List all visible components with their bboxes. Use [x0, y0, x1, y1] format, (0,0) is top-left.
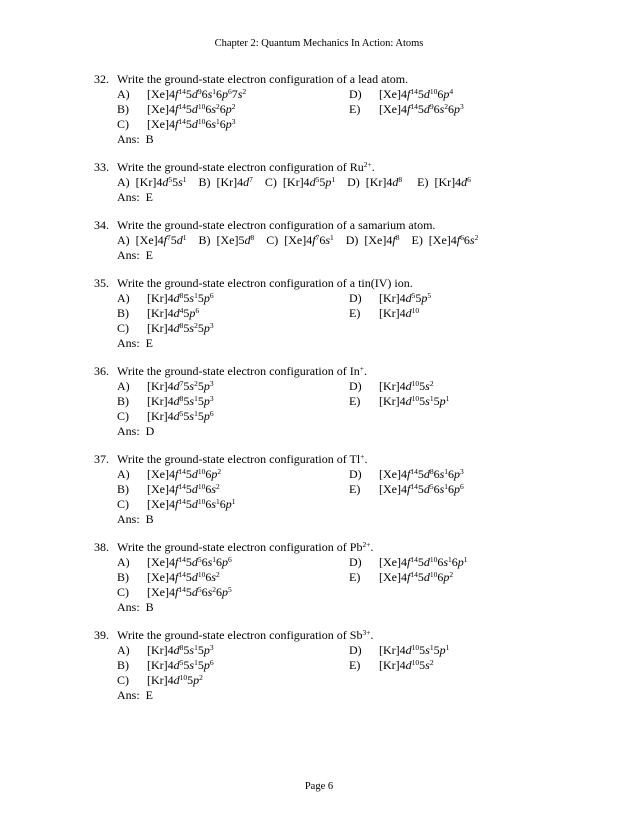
option-d — [349, 555, 468, 570]
option-letter: A) — [117, 643, 130, 657]
question-number: 34. — [94, 218, 109, 232]
option-row — [94, 379, 614, 394]
question-number: 33. — [94, 160, 109, 174]
answer-line: Ans: B — [117, 132, 154, 146]
option-c — [117, 321, 349, 336]
option-row — [94, 467, 614, 482]
option-row — [94, 643, 614, 658]
option-text: $[Xe]4f^{14}5d^{10}6p^2$ — [379, 570, 454, 584]
question-block — [94, 218, 614, 263]
answer-line: Ans: D — [117, 424, 155, 438]
page-footer: Page 6 — [304, 781, 334, 792]
option-text: $[Kr]4d^85s^15p^3$ — [147, 394, 214, 408]
question-line — [94, 540, 614, 555]
option-letter: E) — [349, 306, 361, 320]
answer-line: Ans: E — [117, 688, 153, 702]
question-text: Write the ground-state electron configuration of $Pb^{2+}$. — [117, 540, 374, 554]
option-letter: A) — [117, 555, 130, 569]
answer-line: Ans: B — [117, 600, 154, 614]
option-text: $[Kr]4d^{10}5p^2$ — [147, 673, 203, 687]
option-text: $[Kr]4d^{10}5s^15p^1$ — [379, 394, 450, 408]
question-line — [94, 276, 614, 291]
question-text: Write the ground-state electron configuration of a samarium atom. — [117, 218, 436, 232]
option-letter: A) — [117, 87, 130, 101]
option-text: $[Xe]4f^{14}5d^96s^26p^3$ — [379, 102, 464, 116]
question-line — [94, 364, 614, 379]
option-letter: B) — [117, 394, 129, 408]
question-number: 38. — [94, 540, 109, 554]
option-text: $[Kr]4d^{10}5s^15p^1$ — [379, 643, 450, 657]
option-letter: B) — [117, 102, 129, 116]
option-letter: C) — [117, 497, 129, 511]
option-a — [117, 379, 349, 394]
option-row — [94, 482, 614, 497]
option-row — [94, 306, 614, 321]
question-number: 32. — [94, 72, 109, 86]
option-b — [117, 482, 349, 497]
option-row — [94, 409, 614, 424]
option-b — [117, 394, 349, 409]
option-letter: A) — [117, 467, 130, 481]
option-e — [349, 658, 434, 673]
answer-line: Ans: E — [117, 190, 153, 204]
option-row — [94, 497, 614, 512]
option-e — [349, 570, 453, 585]
option-text: $[Kr]4d^75s^25p^3$ — [147, 379, 214, 393]
option-c — [117, 585, 349, 600]
option-letter: E) — [349, 658, 361, 672]
option-a — [117, 643, 349, 658]
option-letter: A) — [117, 291, 130, 305]
option-letter: D) — [349, 379, 362, 393]
option-text: $[Xe]4f^{14}5d^{10}6s^2$ — [147, 570, 220, 584]
option-letter: D) — [349, 291, 362, 305]
options-inline: A) $[Kr]4d^55s^1$ B) $[Kr]4d^7$ C) $[Kr]4d^55p^1$ D) $[Kr]4d^8$ E) $[Kr]4d^6$ — [117, 175, 471, 189]
option-letter: C) — [117, 673, 129, 687]
option-text: $[Kr]4d^55p^5$ — [379, 291, 432, 305]
option-b — [117, 658, 349, 673]
question-block — [94, 628, 614, 703]
option-text: $[Xe]4f^{14}5d^{10}6s^26p^2$ — [147, 102, 236, 116]
option-e — [349, 102, 464, 117]
option-text: $[Xe]4f^{14}5d^56s^16p^6$ — [379, 482, 464, 496]
question-text: Write the ground-state electron configuration of In+. — [117, 364, 367, 378]
option-letter: B) — [117, 482, 129, 496]
option-row — [94, 102, 614, 117]
option-letter: D) — [349, 555, 362, 569]
page-header: Chapter 2: Quantum Mechanics In Action: Atoms — [214, 38, 424, 49]
option-text: $[Xe]4f^{14}5d^56s^26p^5$ — [147, 585, 232, 599]
option-letter: D) — [349, 467, 362, 481]
option-text: $[Xe]4f^{14}5d^{10}6p^2$ — [147, 467, 222, 481]
option-b — [117, 306, 349, 321]
option-text: $[Xe]4f^{14}5d^86s^16p^3$ — [379, 467, 464, 481]
option-b — [117, 102, 349, 117]
option-text: $[Kr]4d^85s^15p^6$ — [147, 291, 214, 305]
question-list — [94, 72, 614, 716]
option-row — [94, 87, 614, 102]
question-text: Write the ground-state electron configuration of Tl+. — [117, 452, 368, 466]
question-number: 36. — [94, 364, 109, 378]
question-block — [94, 160, 614, 205]
option-letter: D) — [349, 643, 362, 657]
option-d — [349, 379, 434, 394]
options-inline: A) $[Xe]4f^75d^1$ B) $[Xe]5d^8$ C) $[Xe]4f^76s^1$ D) $[Xe]4f^8$ E) $[Xe]4f^66s^2$ — [117, 233, 479, 247]
option-letter: E) — [349, 394, 361, 408]
option-text: $[Xe]4f^{14}5d^{10}6s^16p^1$ — [379, 555, 468, 569]
option-d — [349, 643, 449, 658]
question-text: Write the ground-state electron configuration of a tin(IV) ion. — [117, 276, 413, 290]
answer-line: Ans: E — [117, 336, 153, 350]
option-text: $[Kr]4d^{10}$ — [379, 306, 420, 320]
option-row — [94, 673, 614, 688]
option-text: $[Xe]4f^{14}5d^96s^16p^67s^2$ — [147, 87, 247, 101]
question-line — [94, 72, 614, 87]
option-row — [94, 570, 614, 585]
question-text: Write the ground-state electron configuration of a lead atom. — [117, 72, 409, 86]
option-row — [94, 394, 614, 409]
question-text: Write the ground-state electron configuration of $Sb^{3+}$. — [117, 628, 374, 642]
option-d — [349, 291, 431, 306]
option-text: $[Kr]4d^55s^15p^6$ — [147, 409, 214, 423]
question-line — [94, 452, 614, 467]
option-letter: B) — [117, 306, 129, 320]
option-c — [117, 409, 349, 424]
option-text: $[Kr]4d^85s^15p^3$ — [147, 643, 214, 657]
question-block — [94, 72, 614, 147]
question-text: Write the ground-state electron configuration of $Ru^{2+}$. — [117, 160, 375, 174]
option-letter: D) — [349, 87, 362, 101]
question-number: 37. — [94, 452, 109, 466]
option-letter: C) — [117, 585, 129, 599]
option-text: $[Kr]4d^85s^25p^3$ — [147, 321, 214, 335]
option-letter: E) — [349, 570, 361, 584]
option-text: $[Xe]4f^{14}5d^{10}6s^16p^1$ — [147, 497, 236, 511]
option-a — [117, 291, 349, 306]
option-letter: E) — [349, 482, 361, 496]
option-d — [349, 467, 464, 482]
option-row — [94, 585, 614, 600]
question-number: 39. — [94, 628, 109, 642]
question-block — [94, 364, 614, 439]
question-line — [94, 218, 614, 233]
option-row — [94, 658, 614, 673]
option-letter: E) — [349, 102, 361, 116]
option-text: $[Kr]4d^{10}5s^2$ — [379, 658, 434, 672]
option-e — [349, 394, 449, 409]
question-number: 35. — [94, 276, 109, 290]
option-a — [117, 87, 349, 102]
option-text: $[Xe]4f^{14}5d^{10}6s^2$ — [147, 482, 220, 496]
option-row — [94, 291, 614, 306]
option-e — [349, 482, 464, 497]
option-text: $[Kr]4d^{10}5s^2$ — [379, 379, 434, 393]
option-d — [349, 87, 453, 102]
question-block — [94, 452, 614, 527]
option-row — [94, 321, 614, 336]
option-c — [117, 117, 349, 132]
option-a — [117, 555, 349, 570]
option-text: $[Kr]4d^45p^6$ — [147, 306, 200, 320]
answer-line: Ans: B — [117, 512, 154, 526]
option-letter: B) — [117, 570, 129, 584]
option-text: $[Xe]4f^{14}5d^{10}6s^16p^3$ — [147, 117, 236, 131]
option-letter: C) — [117, 117, 129, 131]
answer-line: Ans: E — [117, 248, 153, 262]
option-c — [117, 673, 349, 688]
option-c — [117, 497, 349, 512]
option-row — [94, 555, 614, 570]
question-line — [94, 628, 614, 643]
option-text: $[Kr]4d^55s^15p^6$ — [147, 658, 214, 672]
option-e — [349, 306, 419, 321]
question-line — [94, 160, 614, 175]
option-a — [117, 467, 349, 482]
option-row — [94, 117, 614, 132]
option-text: $[Xe]4f^{14}5d^56s^16p^6$ — [147, 555, 232, 569]
question-block — [94, 540, 614, 615]
option-text: $[Xe]4f^{14}5d^{10}6p^4$ — [379, 87, 454, 101]
option-letter: C) — [117, 409, 129, 423]
question-block — [94, 276, 614, 351]
option-letter: B) — [117, 658, 129, 672]
option-letter: C) — [117, 321, 129, 335]
option-b — [117, 570, 349, 585]
option-letter: A) — [117, 379, 130, 393]
